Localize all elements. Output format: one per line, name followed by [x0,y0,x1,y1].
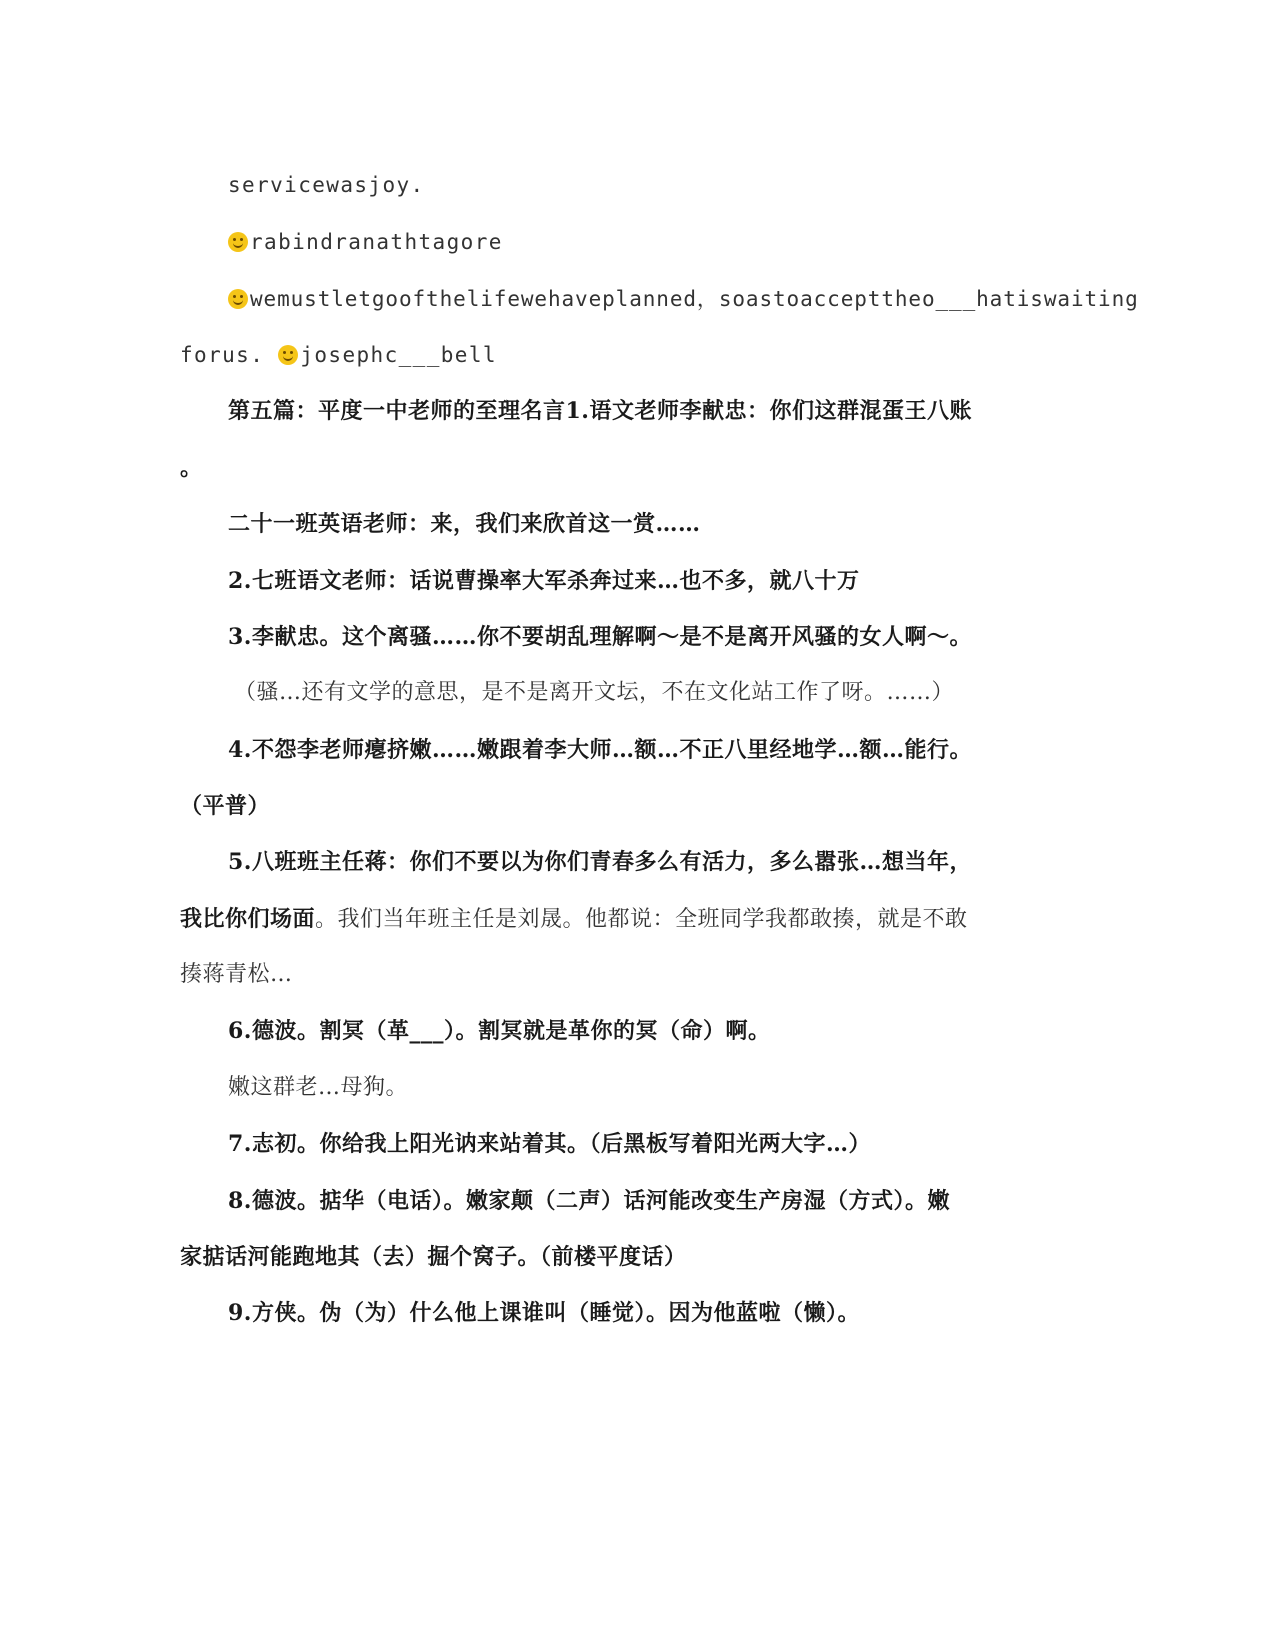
text-line [228,566,859,596]
text: 第五篇：平度一中老师的至理名言1.语文老师李献忠：你们这群混蛋王八账 [228,398,972,424]
smiley-icon [228,289,248,309]
text: （骚…还有文学的意思，是不是离开文坛，不在文化站工作了呀。……） [234,680,955,705]
text-line [228,847,972,877]
text-line [180,453,203,483]
text: 9.方侠。伪（为）什么他上课谁叫（睡觉）。因为他蓝啦（懒）。 [228,1300,860,1326]
text-line [228,1186,950,1216]
text: josephc___bell [300,343,497,367]
text-line [228,735,972,765]
text: 。 [180,455,203,481]
text: 6.德波。割冥（革___）。割冥就是革你的冥（命）啊。 [228,1018,771,1044]
text-line [228,1073,408,1103]
text: rabindranathtagore [250,230,503,254]
text: 7.志初。你给我上阳光讷来站着其。（后黑板写着阳光两大字…） [228,1131,871,1157]
text-line [228,509,701,539]
text-line [228,227,503,257]
text: 3.李献忠。这个离骚……你不要胡乱理解啊～是不是离开风骚的女人啊～。 [228,624,972,650]
section-heading [228,396,972,426]
text: 5.八班班主任蒋：你们不要以为你们青春多么有活力，多么嚣张…想当年， [228,849,972,875]
text-line [228,1298,860,1328]
text: 2.七班语文老师：话说曹操率大军杀奔过来…也不多，就八十万 [228,568,860,594]
text-line [228,1129,871,1159]
text: forus. [180,343,265,367]
text: 。我们当年班主任是刘晟。他都说：全班同学我都敢揍，就是不敢 [315,907,968,932]
text: 嫩这群老…母狗。 [228,1075,409,1100]
text-line [228,1016,770,1046]
text: servicewasjoy. [228,173,425,197]
text-line [228,622,972,652]
text: （平普） [180,793,271,819]
text-line [228,170,425,200]
text-line [234,678,954,708]
text: 8.德波。掂华（电话）。嫩家颠（二声）话河能改变生产房湿（方式）。嫩 [228,1188,950,1214]
text-line [180,960,293,990]
smiley-icon [228,232,248,252]
text: 二十一班英语老师：来，我们来欣首这一赏…… [228,511,701,537]
text: wemustletgoofthelifewehaveplanned，soastoaccepttheo___hatiswaiting [250,287,1139,311]
text-line [180,904,968,935]
text-line [180,1242,687,1272]
text: 家掂话河能跑地其（去）掘个窝子。（前楼平度话） [180,1244,687,1270]
text: 4.不怨李老师瘪挤嫩……嫩跟着李大师…额…不正八里经地学…额…能行。 [228,737,972,763]
text: 我比你们场面 [180,906,316,932]
smiley-icon [278,345,298,365]
text-line [228,284,1139,314]
text-line [180,340,497,370]
text-line [180,791,270,821]
text: 揍蒋青松… [180,962,293,987]
